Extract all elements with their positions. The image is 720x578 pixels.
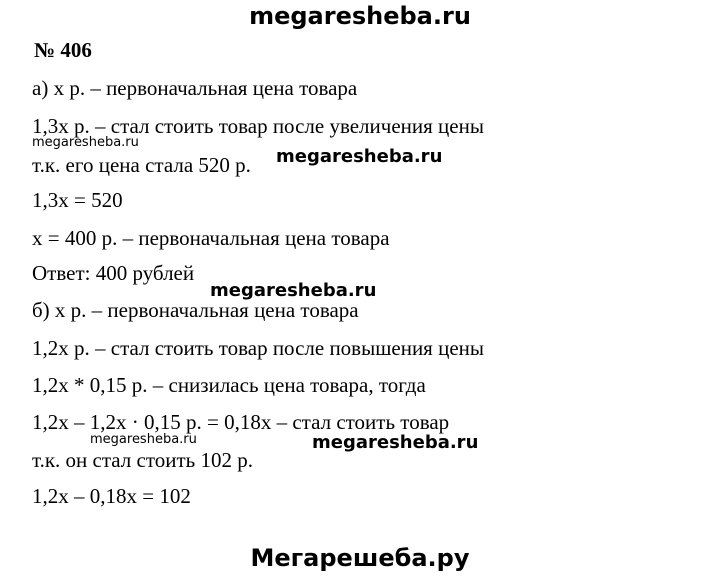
solution-line-6: Ответ: 400 рублей — [32, 261, 195, 285]
watermark-mid-a: megaresheba.ru — [276, 146, 443, 167]
watermark-bottom: Мегарешеба.ру — [250, 544, 470, 572]
solution-line-11: т.к. он стал стоить 102 р. — [32, 448, 253, 472]
problem-number: № 406 — [34, 38, 92, 62]
watermark-mid-b: megaresheba.ru — [210, 280, 377, 301]
solution-line-10: 1,2х – 1,2х · 0,15 р. = 0,18х – стал стоить товар — [32, 410, 450, 434]
solution-line-1: а) х р. – первоначальная цена товара — [32, 76, 358, 100]
watermark-small-a: megaresheba.ru — [32, 135, 139, 150]
solution-line-2: 1,3х р. – стал стоить товар после увеличения цены — [32, 114, 484, 138]
solution-line-7: б) х р. – первоначальная цена товара — [32, 298, 359, 322]
solution-line-5: х = 400 р. – первоначальная цена товара — [32, 226, 390, 250]
solution-line-9: 1,2х * 0,15 р. – снизилась цена товара, тогда — [32, 373, 426, 397]
watermark-small-b: megaresheba.ru — [90, 432, 197, 447]
solution-line-12: 1,2х – 0,18х = 102 — [32, 484, 191, 508]
solution-line-4: 1,3х = 520 — [32, 188, 123, 212]
watermark-top: megaresheba.ru — [249, 2, 471, 30]
solution-line-3: т.к. его цена стала 520 р. — [32, 153, 251, 177]
watermark-mid-c: megaresheba.ru — [312, 432, 479, 453]
solution-line-8: 1,2х р. – стал стоить товар после повышения цены — [32, 336, 484, 360]
